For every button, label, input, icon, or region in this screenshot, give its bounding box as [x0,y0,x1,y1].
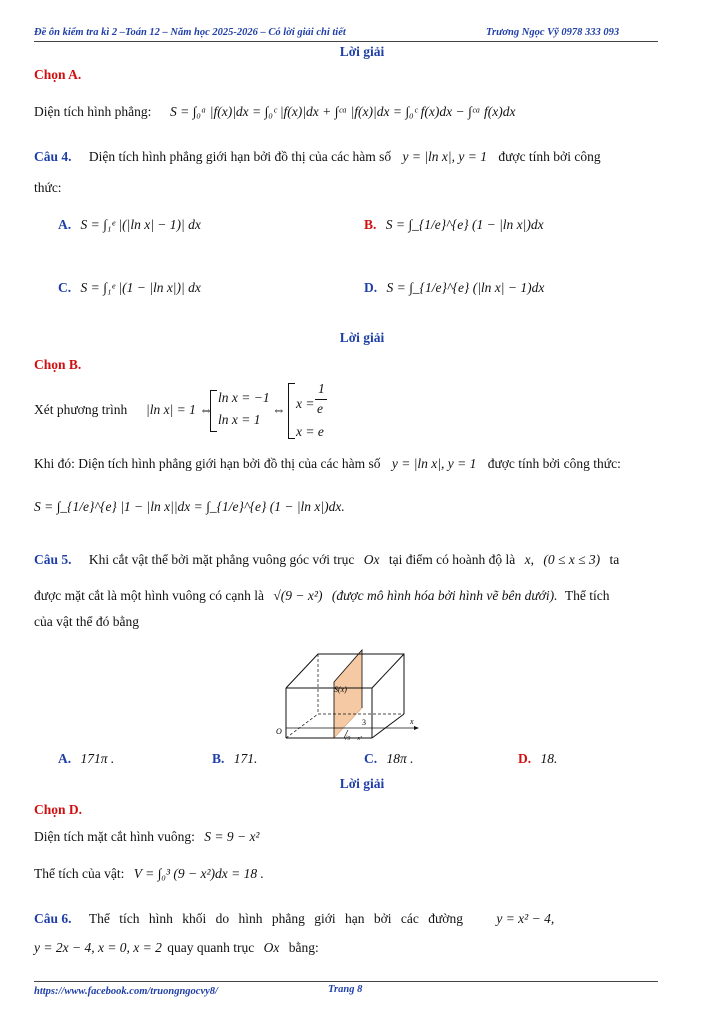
q4-math: y = |ln x|, y = 1 [402,149,487,164]
q4-sys1-bottom: ln x = 1 [218,412,261,427]
q4-line1 [34,149,601,165]
q5-text6: của vật thể đó bằng [34,614,139,629]
footer-link[interactable]: https://www.facebook.com/truongngocvy8/ [34,986,218,997]
q4-frac-bar [315,399,327,400]
q5-line1: Câu 5. Khi cắt vật thể bởi mặt phẳng vuông góc với trục Ox tại điểm có hoành độ là x, (0 ≤ x ≤ 3) ta [34,552,620,567]
label-side: √9 − x² [344,736,362,742]
q4-text2: được tính bởi công [498,149,601,164]
front-right-top [372,654,404,688]
header-left: Đề ôn kiểm tra kì 2 –Toán 12 – Năm học 2025-2026 – Có lời giải chi tiết [34,27,346,38]
q4-choice: Chọn B. [34,357,82,372]
solid-figure [272,642,422,742]
q4-label: Câu 4. [34,149,72,164]
q4-option-d[interactable]: D. S = ∫_{1/e}^{e} (|ln x| − 1)dx [364,280,545,295]
footer-rule [34,981,658,982]
q4-frac-num: 1 [318,381,325,396]
cross-section [334,650,362,738]
label-x: x [410,717,414,726]
q4-solution-heading: Lời giải [339,330,385,345]
bottom-right-edge [372,714,404,738]
hidden-edge-3 [286,714,318,738]
q4-frac-den: e [317,401,323,416]
q3-text: Diện tích hình phẳng: [34,104,152,119]
q6-line2: y = 2x − 4, x = 0, x = 2 quay quanh trục Ox bằng: [34,940,319,955]
q4-text3: thức: [34,180,62,195]
q4-sys1-top: ln x = −1 [218,390,270,405]
q4-option-c[interactable]: C. S = ∫₁ᵉ |(1 − |ln x|)| dx [58,280,201,295]
q4-sys2-bottom: x = e [296,424,324,439]
page-number: Trang 8 [328,984,363,995]
q4-option-b[interactable]: B. S = ∫_{1/e}^{e} (1 − |ln x|)dx [364,217,544,232]
q4-bracket-1 [210,390,217,432]
label-3: 3 [362,718,366,727]
q5-solution-heading: Lời giải [339,776,385,791]
q3-choice: Chọn A. [34,67,82,82]
q4-sys2-top: x = [296,396,315,411]
q4-sol-formula: S = ∫_{1/e}^{e} |1 − |ln x||dx = ∫_{1/e}^{e} (1 − |ln x|)dx. [34,499,345,514]
q5-sol-line1: Diện tích mặt cắt hình vuông: S = 9 − x² [34,829,260,844]
header-right: Trương Ngọc Vỹ 0978 333 093 [486,27,620,38]
q4-sol-line2: Khi đó: Diện tích hình phẳng giới hạn bởi đồ thị của các hàm số y = |ln x|, y = 1 được tính bởi công thức: [34,456,621,471]
q5-sol-line2: Thể tích của vật: V = ∫₀³ (9 − x²)dx = 18 . [34,866,264,881]
q3-formula: S = ∫₀ᵃ |f(x)|dx = ∫₀ᶜ |f(x)|dx + ∫ᶜᵃ |f(x)|dx = ∫₀ᶜ f(x)dx − ∫ᶜᵃ f(x)dx [170,104,516,119]
q6-line1: Câu 6. Thể tích hình khối do hình phẳng giới hạn bởi các đường y = x² − 4, [34,911,555,926]
q4-sol-text1: Xét phương trình [34,402,128,417]
label-S: S(x) [334,685,347,694]
q5-option-d[interactable]: D. 18. [518,751,558,766]
q5-option-b[interactable]: B. 171. [212,751,258,766]
q4-text1: Diện tích hình phẳng giới hạn bởi đồ thị của các hàm số [88,149,392,164]
q3-solution-heading: Lời giải [339,44,385,59]
q4-bracket-2 [288,383,295,439]
q5-option-a[interactable]: A. 171π . [58,751,115,766]
q4-option-a[interactable]: A. S = ∫₁ᵉ |(|ln x| − 1)| dx [58,217,201,232]
label-O: O [276,727,282,736]
q5-choice: Chọn D. [34,802,83,817]
q4-equiv: ⇔ [272,402,286,417]
q5-line2: được mặt cắt là một hình vuông có cạnh là √(9 − x²) (được mô hình hóa bởi hình vẽ bên dưới). Thể tích [34,588,610,603]
x-axis-arrow [414,726,419,730]
header-rule [34,41,658,42]
q5-option-c[interactable]: C. 18π . [364,751,414,766]
q4-sol-eq: |ln x| = 1 ⇔ [146,402,213,417]
